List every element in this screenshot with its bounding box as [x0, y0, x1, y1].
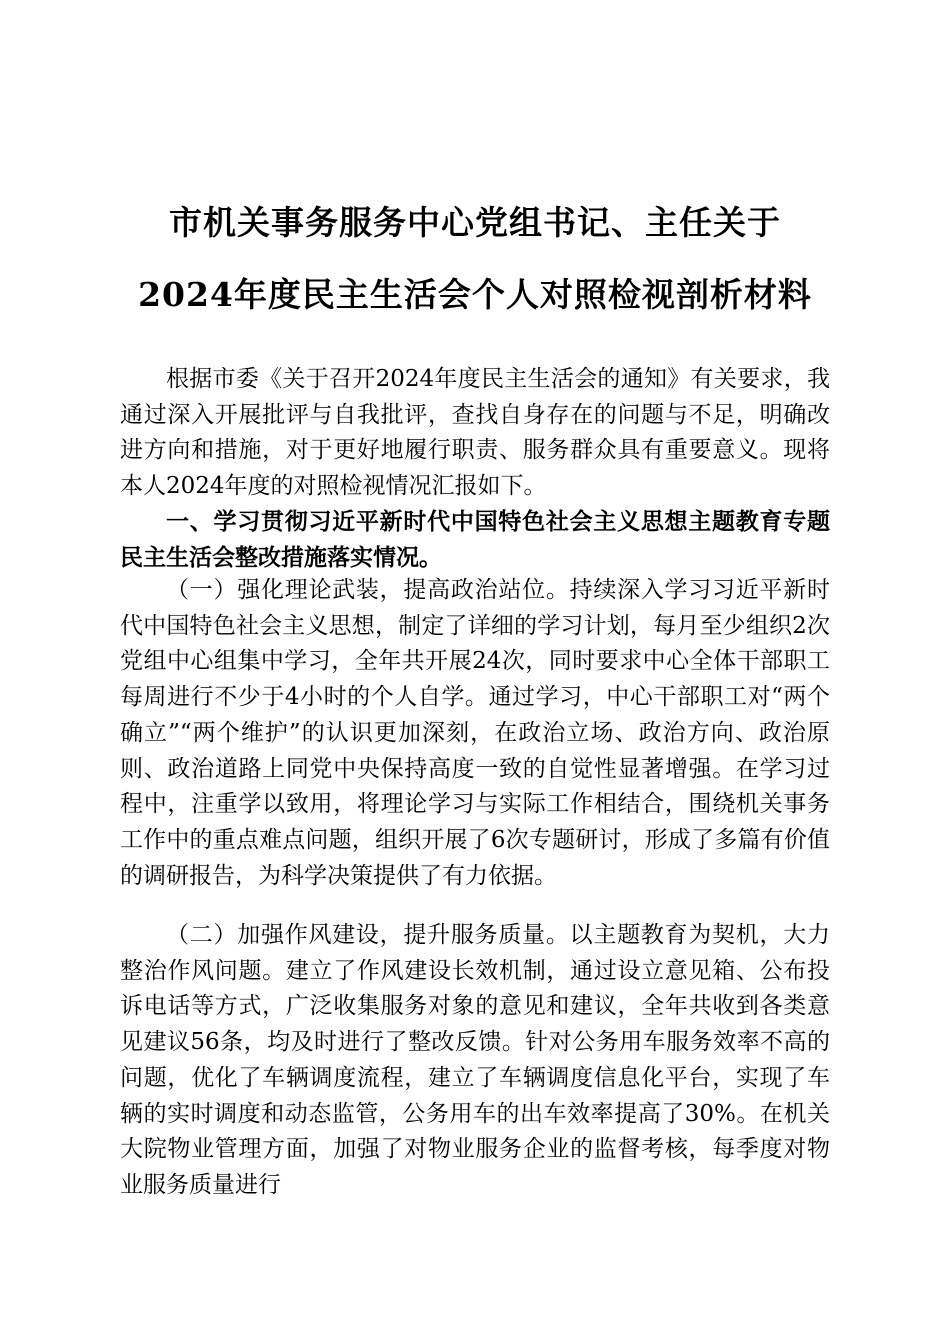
intro-paragraph: 根据市委《关于召开2024年度民主生活会的通知》有关要求，我通过深入开展批评与自我批评，查找自身存在的问题与不足，明确改进方向和措施，对于更好地履行职责、服务群众具有重要意义。现将本人2024年度的对照检视情况汇报如下。: [120, 366, 830, 500]
paragraph-style: （二）加强作风建设，提升服务质量。以主题教育为契机，大力整治作风问题。建立了作风建设长效机制，通过设立意见箱、公布投诉电话等方式，广泛收集服务对象的意见和建议，全年共收到各类意见建议56条，均及时进行了整改反馈。针对公务用车服务效率不高的问题，优化了车辆调度流程，建立了车辆调度信息化平台，实现了车辆的实时调度和动态监管，公务用车的出车效率提高了30%。在机关大院物业管理方面，加强了对物业服务企业的监督考核，每季度对物业服务质量进行: [120, 922, 830, 1198]
document-title-line2: 2024年度民主生活会个人对照检视剖析材料: [138, 275, 812, 314]
paragraph-theory: （一）强化理论武装，提高政治站位。持续深入学习习近平新时代中国特色社会主义思想，制定了详细的学习计划，每月至少组织2次党组中心组集中学习，全年共开展24次，同时要求中心全体干部职工每周进行不少于4小时的个人自学。通过学习，中心干部职工对“两个确立”“两个维护”的认识更加深刻，在政治立场、政治方向、政治原则、政治道路上同党中央保持高度一致的自觉性显著增强。在学习过程中，注重学以致用，将理论学习与实际工作相结合，围绕机关事务工作中的重点难点问题，组织开展了6次专题研讨，形成了多篇有价值的调研报告，为科学决策提供了有力依据。: [120, 577, 830, 889]
document-title-line1: 市机关事务服务中心党组书记、主任关于: [169, 203, 781, 242]
section-heading-1: 一、学习贯彻习近平新时代中国特色社会主义思想主题教育专题民主生活会整改措施落实情况。: [120, 509, 830, 571]
